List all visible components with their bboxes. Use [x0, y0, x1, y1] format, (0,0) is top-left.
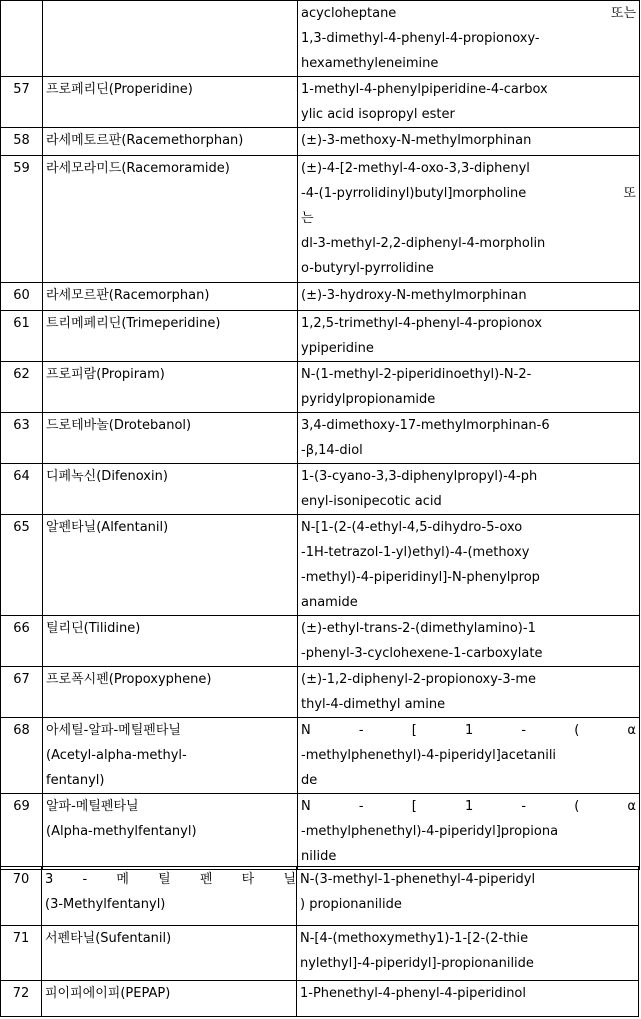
chemical-name [298, 283, 640, 311]
substance-name-line: 알펜타닐(Alfentanil) [46, 520, 169, 535]
substance-name [43, 794, 298, 870]
chemical-name [298, 413, 640, 464]
substance-name [42, 867, 297, 926]
substance-name-line: fentanyl) [46, 773, 105, 788]
substance-name-line: (Acetyl-alpha-methyl- [46, 748, 187, 763]
substance-name-line: 피이피에이피(PEPAP) [45, 986, 171, 1001]
substance-name [43, 283, 298, 311]
chemical-name-line: enyl-isonipecotic acid [301, 494, 442, 509]
table-row [1, 77, 640, 128]
item-number: 58 [1, 128, 43, 156]
substance-name-line: 라세모라미드(Racemoramide) [46, 161, 230, 176]
chemical-name-line: 3,4-dimethoxy-17-methylmorphinan-6 [301, 418, 550, 433]
chemical-name-line: acycloheptane 또는 [301, 6, 636, 21]
substance-name [42, 981, 297, 1017]
chemical-name-line: N-[1-(2-(4-ethyl-4,5-dihydro-5-oxo [301, 520, 523, 535]
table-row [1, 667, 640, 718]
substance-name-line: 서펜타닐(Sufentanil) [45, 931, 172, 946]
chemical-name-line: dl-3-methyl-2,2-diphenyl-4-morpholin [301, 236, 546, 251]
chemical-name-line: de [301, 773, 318, 788]
chemical-name [298, 464, 640, 515]
chemical-name-line: thyl-4-dimethyl amine [301, 697, 446, 712]
item-number: 69 [1, 794, 43, 870]
chemical-name-line: anamide [301, 595, 358, 610]
chemical-name [298, 794, 640, 870]
chemical-name [298, 362, 640, 413]
chemical-name [298, 1, 640, 77]
substance-name [43, 1, 298, 77]
chemical-name [298, 515, 640, 616]
chemical-name-line: 1-(3-cyano-3,3-diphenylpropyl)-4-ph [301, 469, 538, 484]
chemical-name [297, 926, 639, 981]
table-row [1, 926, 639, 981]
chemical-name-line: nylethyl]-4-piperidyl]-propionanilide [300, 956, 534, 971]
item-number: 60 [1, 283, 43, 311]
chemical-name-line: 는 [301, 211, 314, 226]
substance-name-line: 라세메토르판(Racemethorphan) [46, 133, 244, 148]
chemical-name-line: N-(3-methyl-1-phenethyl-4-piperidyl [300, 872, 536, 887]
chemical-name-line: 1,3-dimethyl-4-phenyl-4-propionoxy- [301, 31, 540, 46]
table-row [1, 616, 640, 667]
table-row [1, 128, 640, 156]
substance-name [42, 926, 297, 981]
chemical-name-line: -methyl)-4-piperidinyl]-N-phenylprop [301, 570, 540, 585]
chemical-name [298, 77, 640, 128]
substance-name-line: (3-Methylfentanyl) [45, 897, 166, 912]
substance-name-line: 디페녹신(Difenoxin) [46, 469, 168, 484]
substance-name-line: 트리메페리딘(Trimeperidine) [46, 316, 221, 331]
table-row [1, 283, 640, 311]
substance-name-line: 프로폭시펜(Propoxyphene) [46, 672, 212, 687]
substance-name [43, 515, 298, 616]
substance-name-line: 프로페리딘(Properidine) [46, 82, 193, 97]
table-row [1, 311, 640, 362]
substance-name-line: (Alpha-methylfentanyl) [46, 824, 197, 839]
chemical-name-line: nilide [301, 849, 337, 864]
substance-name-line: 틸리딘(Tilidine) [46, 621, 141, 636]
chemical-name-line: (±)-3-methoxy-N-methylmorphinan [301, 133, 532, 148]
table-row [1, 156, 640, 283]
chemical-name [298, 718, 640, 794]
chemical-name-line: 1,2,5-trimethyl-4-phenyl-4-propionox [301, 316, 543, 331]
chemical-name-line: -1H-tetrazol-1-yl)ethyl)-4-(methoxy [301, 545, 530, 560]
substance-name [43, 77, 298, 128]
substance-name [43, 616, 298, 667]
item-number: 64 [1, 464, 43, 515]
chemical-name-line: 1-methyl-4-phenylpiperidine-4-carbox [301, 82, 548, 97]
chemical-name-line: -4-(1-pyrrolidinyl)butyl]morpholine 또 [301, 186, 636, 201]
table-row [1, 794, 640, 870]
substance-name-line: 라세모르판(Racemorphan) [46, 288, 210, 303]
item-number: 62 [1, 362, 43, 413]
substance-name-line: 3 - 메 틸 펜 타 닐 [45, 872, 296, 887]
substance-name [43, 156, 298, 283]
item-number: 71 [1, 926, 42, 981]
chemical-name-line: -β,14-diol [301, 443, 363, 458]
chemical-name [298, 667, 640, 718]
chemical-name-line: hexamethyleneimine [301, 56, 439, 71]
chemical-name-line: ypiperidine [301, 341, 374, 356]
chemical-name-line: (±)-3-hydroxy-N-methylmorphinan [301, 288, 527, 303]
chemical-name [298, 128, 640, 156]
chemical-name-line: (±)-ethyl-trans-2-(dimethylamino)-1 [301, 621, 536, 636]
substance-name [43, 128, 298, 156]
chemical-name [298, 311, 640, 362]
chemical-name [298, 616, 640, 667]
chemical-name-line: pyridylpropionamide [301, 392, 436, 407]
chemical-name-line: (±)-1,2-diphenyl-2-propionoxy-3-me [301, 672, 536, 687]
substance-name-line: 드로테바놀(Drotebanol) [46, 418, 192, 433]
item-number: 67 [1, 667, 43, 718]
substance-name [43, 311, 298, 362]
chemical-name-line: ) propionanilide [300, 897, 402, 912]
chemical-name-line: ylic acid isopropyl ester [301, 107, 455, 122]
substance-name [43, 413, 298, 464]
table-row [1, 867, 639, 926]
chemical-name-line: 1-Phenethyl-4-phenyl-4-piperidinol [300, 986, 526, 1001]
chemical-name-line: N - [ 1 - ( α [301, 799, 636, 814]
item-number: 61 [1, 311, 43, 362]
item-number: 70 [1, 867, 42, 926]
chemical-name-line: -phenyl-3-cyclohexene-1-carboxylate [301, 646, 543, 661]
substance-name-line: 아세틸-알파-메틸펜타닐 [46, 723, 181, 738]
chemical-name-line: -methylphenethyl)-4-piperidyl]propiona [301, 824, 559, 839]
chemical-name-line: -methylphenethyl)-4-piperidyl]acetanili [301, 748, 557, 763]
substance-name-line: 알파-메틸펜타닐 [46, 799, 139, 814]
item-number: 63 [1, 413, 43, 464]
item-number [1, 1, 43, 77]
substance-name-line: 프로피람(Propiram) [46, 367, 165, 382]
table-row [1, 515, 640, 616]
substance-name [43, 464, 298, 515]
chemical-name-line: o-butyryl-pyrrolidine [301, 261, 434, 276]
table-row [1, 981, 639, 1017]
substance-name [43, 362, 298, 413]
chemical-name [298, 156, 640, 283]
item-number: 57 [1, 77, 43, 128]
item-number: 68 [1, 718, 43, 794]
item-number: 66 [1, 616, 43, 667]
table-row [1, 413, 640, 464]
substance-name [43, 667, 298, 718]
chemical-name [297, 867, 639, 926]
table-row [1, 1, 640, 77]
table-row [1, 464, 640, 515]
chemical-name [297, 981, 639, 1017]
item-number: 72 [1, 981, 42, 1017]
controlled-substances-table-continued [0, 866, 639, 1017]
chemical-name-line: N - [ 1 - ( α [301, 723, 636, 738]
table-row [1, 718, 640, 794]
substance-name [43, 718, 298, 794]
chemical-name-line: N-(1-methyl-2-piperidinoethyl)-N-2- [301, 367, 532, 382]
chemical-name-line: (±)-4-[2-methyl-4-oxo-3,3-diphenyl [301, 161, 530, 176]
item-number: 59 [1, 156, 43, 283]
item-number: 65 [1, 515, 43, 616]
table-row [1, 362, 640, 413]
chemical-name-line: N-[4-(methoxymethy1)-1-[2-(2-thie [300, 931, 529, 946]
